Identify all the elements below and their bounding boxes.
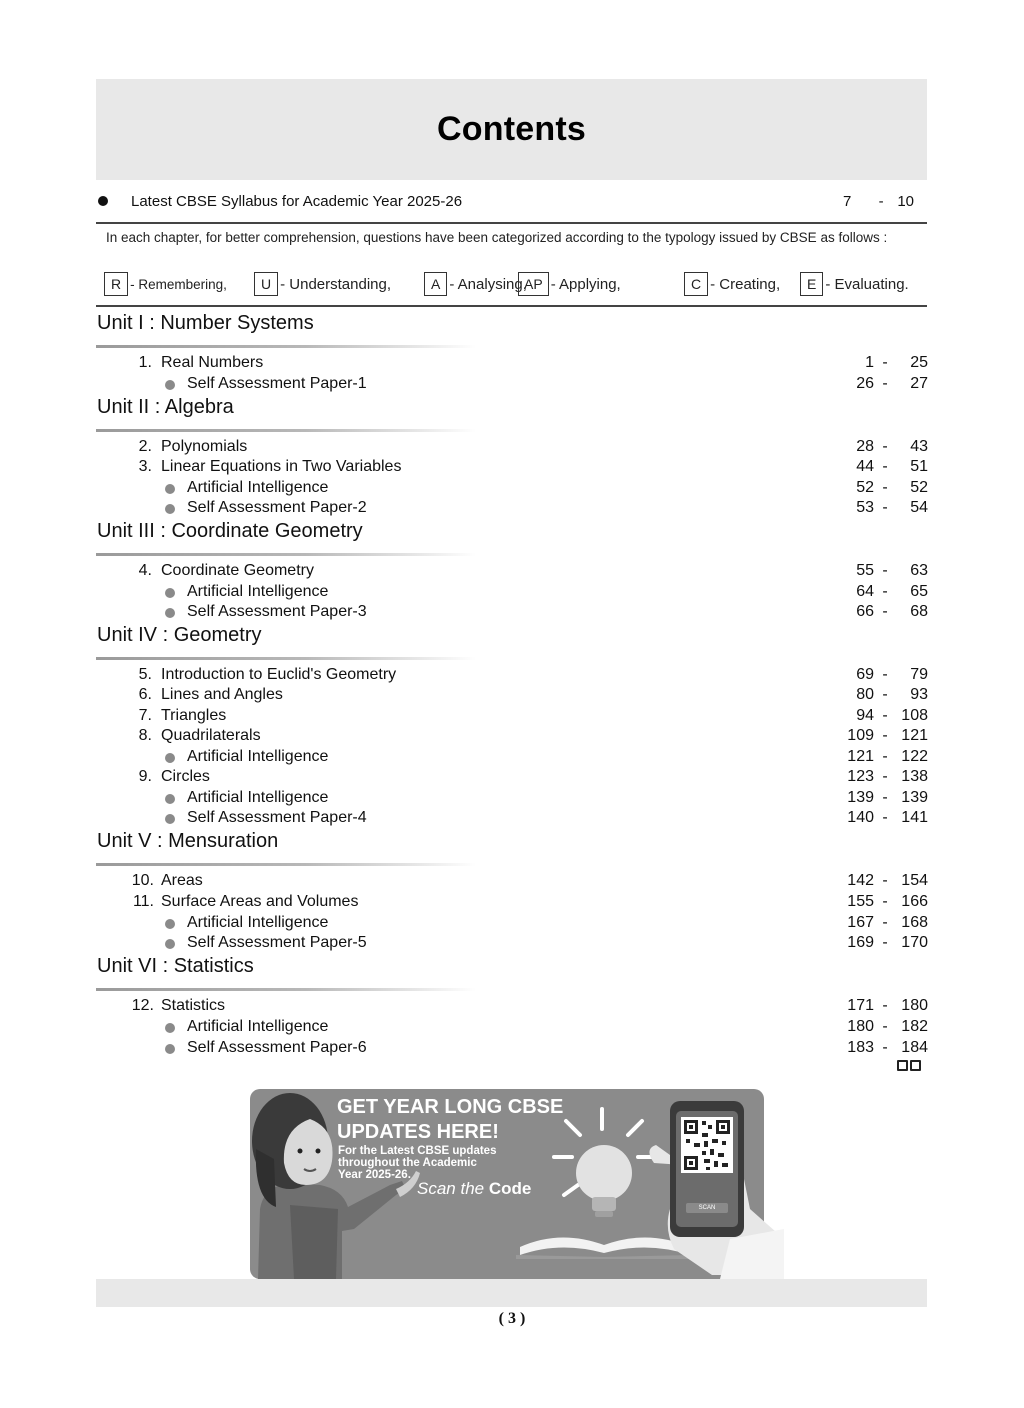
legend-code-box: E <box>800 272 823 296</box>
subentry-title: Self Assessment Paper-4 <box>187 809 367 826</box>
page-end: 170 <box>901 934 928 951</box>
footer-band <box>96 1279 927 1307</box>
chapter-number: 11. <box>132 893 154 910</box>
page-dash: - <box>882 934 888 951</box>
toc-entry[interactable] <box>96 768 930 788</box>
page-end: 51 <box>910 458 928 475</box>
headline-line: UPDATES HERE! <box>337 1121 499 1143</box>
chapter-number: 8. <box>138 727 152 744</box>
page-dash: - <box>882 997 888 1014</box>
toc-subentry[interactable] <box>96 479 930 499</box>
page-start: 180 <box>847 1018 874 1035</box>
unit-divider <box>96 988 476 991</box>
toc-entry[interactable] <box>96 727 930 747</box>
subline-line: throughout the Academic <box>338 1157 477 1169</box>
page-start: 66 <box>856 603 874 620</box>
toc-subentry[interactable] <box>96 914 930 934</box>
chapter-title: Surface Areas and Volumes <box>161 893 359 910</box>
page-end: 154 <box>901 872 928 889</box>
subentry-title: Artificial Intelligence <box>187 914 329 931</box>
toc-subentry[interactable] <box>96 603 930 623</box>
page-dash: - <box>882 562 888 579</box>
subentry-title: Artificial Intelligence <box>187 1018 329 1035</box>
page-start: 7 <box>843 193 852 210</box>
page-end: 52 <box>910 479 928 496</box>
page-end: 68 <box>910 603 928 620</box>
bullet-icon <box>165 919 175 929</box>
chapter-number: 2. <box>138 438 152 455</box>
title-band <box>96 79 927 180</box>
page-start: 155 <box>847 893 874 910</box>
chapter-title: Areas <box>161 872 203 889</box>
toc-entry[interactable] <box>96 997 930 1017</box>
unit-heading: Unit II : Algebra <box>97 396 234 418</box>
page-dash: - <box>882 872 888 889</box>
toc-subentry[interactable] <box>96 1018 930 1038</box>
page-dash: - <box>882 354 888 371</box>
bullet-icon <box>165 608 175 618</box>
toc-subentry[interactable] <box>96 789 930 809</box>
bullet-icon <box>165 504 175 514</box>
subentry-title: Self Assessment Paper-3 <box>187 603 367 620</box>
subentry-title: Self Assessment Paper-1 <box>187 375 367 392</box>
toc-entry[interactable] <box>96 707 930 727</box>
page-start: 28 <box>856 438 874 455</box>
page-end: 54 <box>910 499 928 516</box>
promo-banner[interactable] <box>250 1089 764 1279</box>
page-start: 26 <box>856 375 874 392</box>
legend-item-analysing <box>424 270 527 298</box>
scan-code-word: Code <box>488 1179 532 1198</box>
toc-entry[interactable] <box>96 686 930 706</box>
page-start: 121 <box>847 748 874 765</box>
page-end: 65 <box>910 583 928 600</box>
page-dash: - <box>882 375 888 392</box>
chapter-title: Linear Equations in Two Variables <box>161 458 402 475</box>
page-start: 94 <box>856 707 874 724</box>
toc-entry[interactable] <box>96 872 930 892</box>
page-end: 180 <box>901 997 928 1014</box>
chapter-number: 9. <box>138 768 152 785</box>
page-dash: - <box>878 193 884 210</box>
toc-subentry[interactable] <box>96 1039 930 1059</box>
legend-label: - Analysing, <box>449 275 527 293</box>
chapter-number: 5. <box>138 666 152 683</box>
bullet-icon <box>165 1023 175 1033</box>
toc-subentry[interactable] <box>96 748 930 768</box>
open-book-icon <box>516 1237 692 1259</box>
legend-label: - Evaluating. <box>825 275 909 293</box>
page-end: 182 <box>901 1018 928 1035</box>
bullet-icon <box>165 1044 175 1054</box>
page-dash: - <box>882 1018 888 1035</box>
legend-code-box: R <box>104 272 128 296</box>
page-end: 93 <box>910 686 928 703</box>
toc-entry[interactable] <box>96 562 930 582</box>
subentry-title: Artificial Intelligence <box>187 789 329 806</box>
legend-item-evaluating <box>800 270 909 298</box>
toc-subentry[interactable] <box>96 583 930 603</box>
legend-item-remembering <box>104 270 227 298</box>
page-start: 80 <box>856 686 874 703</box>
page-dash: - <box>882 686 888 703</box>
toc-entry[interactable] <box>96 438 930 458</box>
bullet-icon <box>165 939 175 949</box>
chapter-number: 6. <box>138 686 152 703</box>
toc-subentry[interactable] <box>96 934 930 954</box>
toc-entry[interactable] <box>96 354 930 374</box>
toc-entry[interactable] <box>96 893 930 913</box>
page-dash: - <box>882 583 888 600</box>
page-dash: - <box>882 479 888 496</box>
page-dash: - <box>882 1039 888 1056</box>
square-icon <box>910 1060 921 1071</box>
page-end: 108 <box>901 707 928 724</box>
unit-divider <box>96 345 476 348</box>
page-end: 27 <box>910 375 928 392</box>
chapter-title: Polynomials <box>161 438 248 455</box>
unit-heading: Unit VI : Statistics <box>97 955 254 977</box>
toc-subentry[interactable] <box>96 499 930 519</box>
subentry-title: Self Assessment Paper-5 <box>187 934 367 951</box>
subentry-title: Artificial Intelligence <box>187 748 329 765</box>
unit-heading: Unit IV : Geometry <box>97 624 262 646</box>
legend-label: - Remembering, <box>130 276 227 292</box>
subentry-title: Artificial Intelligence <box>187 583 329 600</box>
chapter-number: 7. <box>138 707 152 724</box>
page-end: 184 <box>901 1039 928 1056</box>
page-start: 169 <box>847 934 874 951</box>
page-dash: - <box>882 727 888 744</box>
page-end: 10 <box>897 193 915 210</box>
page-start: 55 <box>856 562 874 579</box>
syllabus-row[interactable] <box>96 192 927 214</box>
square-icon <box>897 1060 908 1071</box>
subline-line: Year 2025-26. <box>338 1169 411 1181</box>
page-end: 63 <box>910 562 928 579</box>
page-end: 139 <box>901 789 928 806</box>
chapter-number: 12. <box>131 997 154 1014</box>
page-start: 142 <box>847 872 874 889</box>
page-start: 52 <box>856 479 874 496</box>
typology-note: In each chapter, for better comprehension, questions have been categorized according to the typology issued by CBSE as follows : <box>106 230 888 245</box>
unit-divider <box>96 863 476 866</box>
page-end: 25 <box>910 354 928 371</box>
phone-icon <box>670 1101 744 1237</box>
page-dash: - <box>882 893 888 910</box>
bullet-icon <box>165 588 175 598</box>
unit-heading: Unit III : Coordinate Geometry <box>97 520 363 542</box>
page-start: 69 <box>856 666 874 683</box>
page-start: 53 <box>856 499 874 516</box>
page-end: 138 <box>901 768 928 785</box>
chapter-number: 4. <box>138 562 152 579</box>
page-start: 64 <box>856 583 874 600</box>
banner-subline <box>338 1145 528 1181</box>
unit-heading: Unit V : Mensuration <box>97 830 279 852</box>
legend-code-box: AP <box>518 272 549 296</box>
page-dash: - <box>882 499 888 516</box>
page-end: 79 <box>910 666 928 683</box>
page-dash: - <box>882 666 888 683</box>
toc-entry[interactable] <box>96 458 930 478</box>
legend-label: - Applying, <box>550 275 621 293</box>
chapter-title: Circles <box>161 768 210 785</box>
legend-item-applying <box>518 270 621 298</box>
chapter-title: Quadrilaterals <box>161 727 261 744</box>
page-start: 140 <box>847 809 874 826</box>
page-number: ( 3 ) <box>498 1310 526 1327</box>
page-start: 109 <box>847 727 874 744</box>
page-start: 139 <box>847 789 874 806</box>
chapter-title: Real Numbers <box>161 354 264 371</box>
syllabus-label: Latest CBSE Syllabus for Academic Year 2025-26 <box>131 193 463 210</box>
bullet-icon <box>98 196 108 206</box>
page-title: Contents <box>437 110 586 148</box>
page-end: 122 <box>901 748 928 765</box>
divider <box>96 305 927 307</box>
legend-label: - Understanding, <box>280 275 392 293</box>
page-end: 121 <box>901 727 928 744</box>
page-end: 168 <box>901 914 928 931</box>
page-dash: - <box>882 748 888 765</box>
page-start: 183 <box>847 1039 874 1056</box>
lightbulb-icon <box>576 1145 632 1217</box>
legend-code-box: A <box>424 272 447 296</box>
legend-item-creating <box>684 270 780 298</box>
end-mark-icon <box>897 1060 921 1071</box>
toc-subentry[interactable] <box>96 809 930 829</box>
unit-divider <box>96 429 476 432</box>
chapter-number: 3. <box>138 458 152 475</box>
page-dash: - <box>882 707 888 724</box>
chapter-title: Introduction to Euclid's Geometry <box>161 666 397 683</box>
scan-the-code[interactable] <box>417 1179 531 1199</box>
page-dash: - <box>882 914 888 931</box>
subline-line: For the Latest CBSE updates <box>338 1145 497 1157</box>
chapter-title: Triangles <box>161 707 227 724</box>
subentry-title: Self Assessment Paper-6 <box>187 1039 367 1056</box>
phone-scan-button[interactable]: SCAN <box>698 1205 716 1211</box>
page-start: 123 <box>847 768 874 785</box>
chapter-title: Coordinate Geometry <box>161 562 314 579</box>
page-start: 1 <box>865 354 874 371</box>
scan-the-word: the <box>460 1179 485 1198</box>
bullet-icon <box>165 814 175 824</box>
toc-entry[interactable] <box>96 666 930 686</box>
page-dash: - <box>882 789 888 806</box>
page-dash: - <box>882 603 888 620</box>
chapter-number: 10. <box>131 872 154 889</box>
legend-item-understanding <box>254 270 391 298</box>
legend-label: - Creating, <box>710 275 781 293</box>
syllabus-pages <box>843 193 923 210</box>
divider <box>96 222 927 224</box>
legend-code-box: U <box>254 272 278 296</box>
page-start: 44 <box>856 458 874 475</box>
page-end: 166 <box>901 893 928 910</box>
toc-subentry[interactable] <box>96 375 930 395</box>
unit-heading: Unit I : Number Systems <box>97 312 314 334</box>
chapter-number: 1. <box>138 354 152 371</box>
page-dash: - <box>882 438 888 455</box>
page-end: 141 <box>901 809 928 826</box>
page-end: 43 <box>910 438 928 455</box>
page-start: 171 <box>847 997 874 1014</box>
headline-line: GET YEAR LONG CBSE <box>337 1096 564 1118</box>
page-dash: - <box>882 809 888 826</box>
typology-legend <box>104 270 928 298</box>
bullet-icon <box>165 794 175 804</box>
bullet-icon <box>165 753 175 763</box>
bullet-icon <box>165 484 175 494</box>
bullet-icon <box>165 380 175 390</box>
scan-word: Scan <box>417 1179 456 1198</box>
chapter-title: Lines and Angles <box>161 686 283 703</box>
chapter-title: Statistics <box>161 997 226 1014</box>
legend-code-box: C <box>684 272 708 296</box>
unit-divider <box>96 553 476 556</box>
page-start: 167 <box>847 914 874 931</box>
subentry-title: Self Assessment Paper-2 <box>187 499 367 516</box>
page-dash: - <box>882 458 888 475</box>
page-dash: - <box>882 768 888 785</box>
subentry-title: Artificial Intelligence <box>187 479 329 496</box>
unit-divider <box>96 657 476 660</box>
banner-headline <box>337 1095 563 1145</box>
